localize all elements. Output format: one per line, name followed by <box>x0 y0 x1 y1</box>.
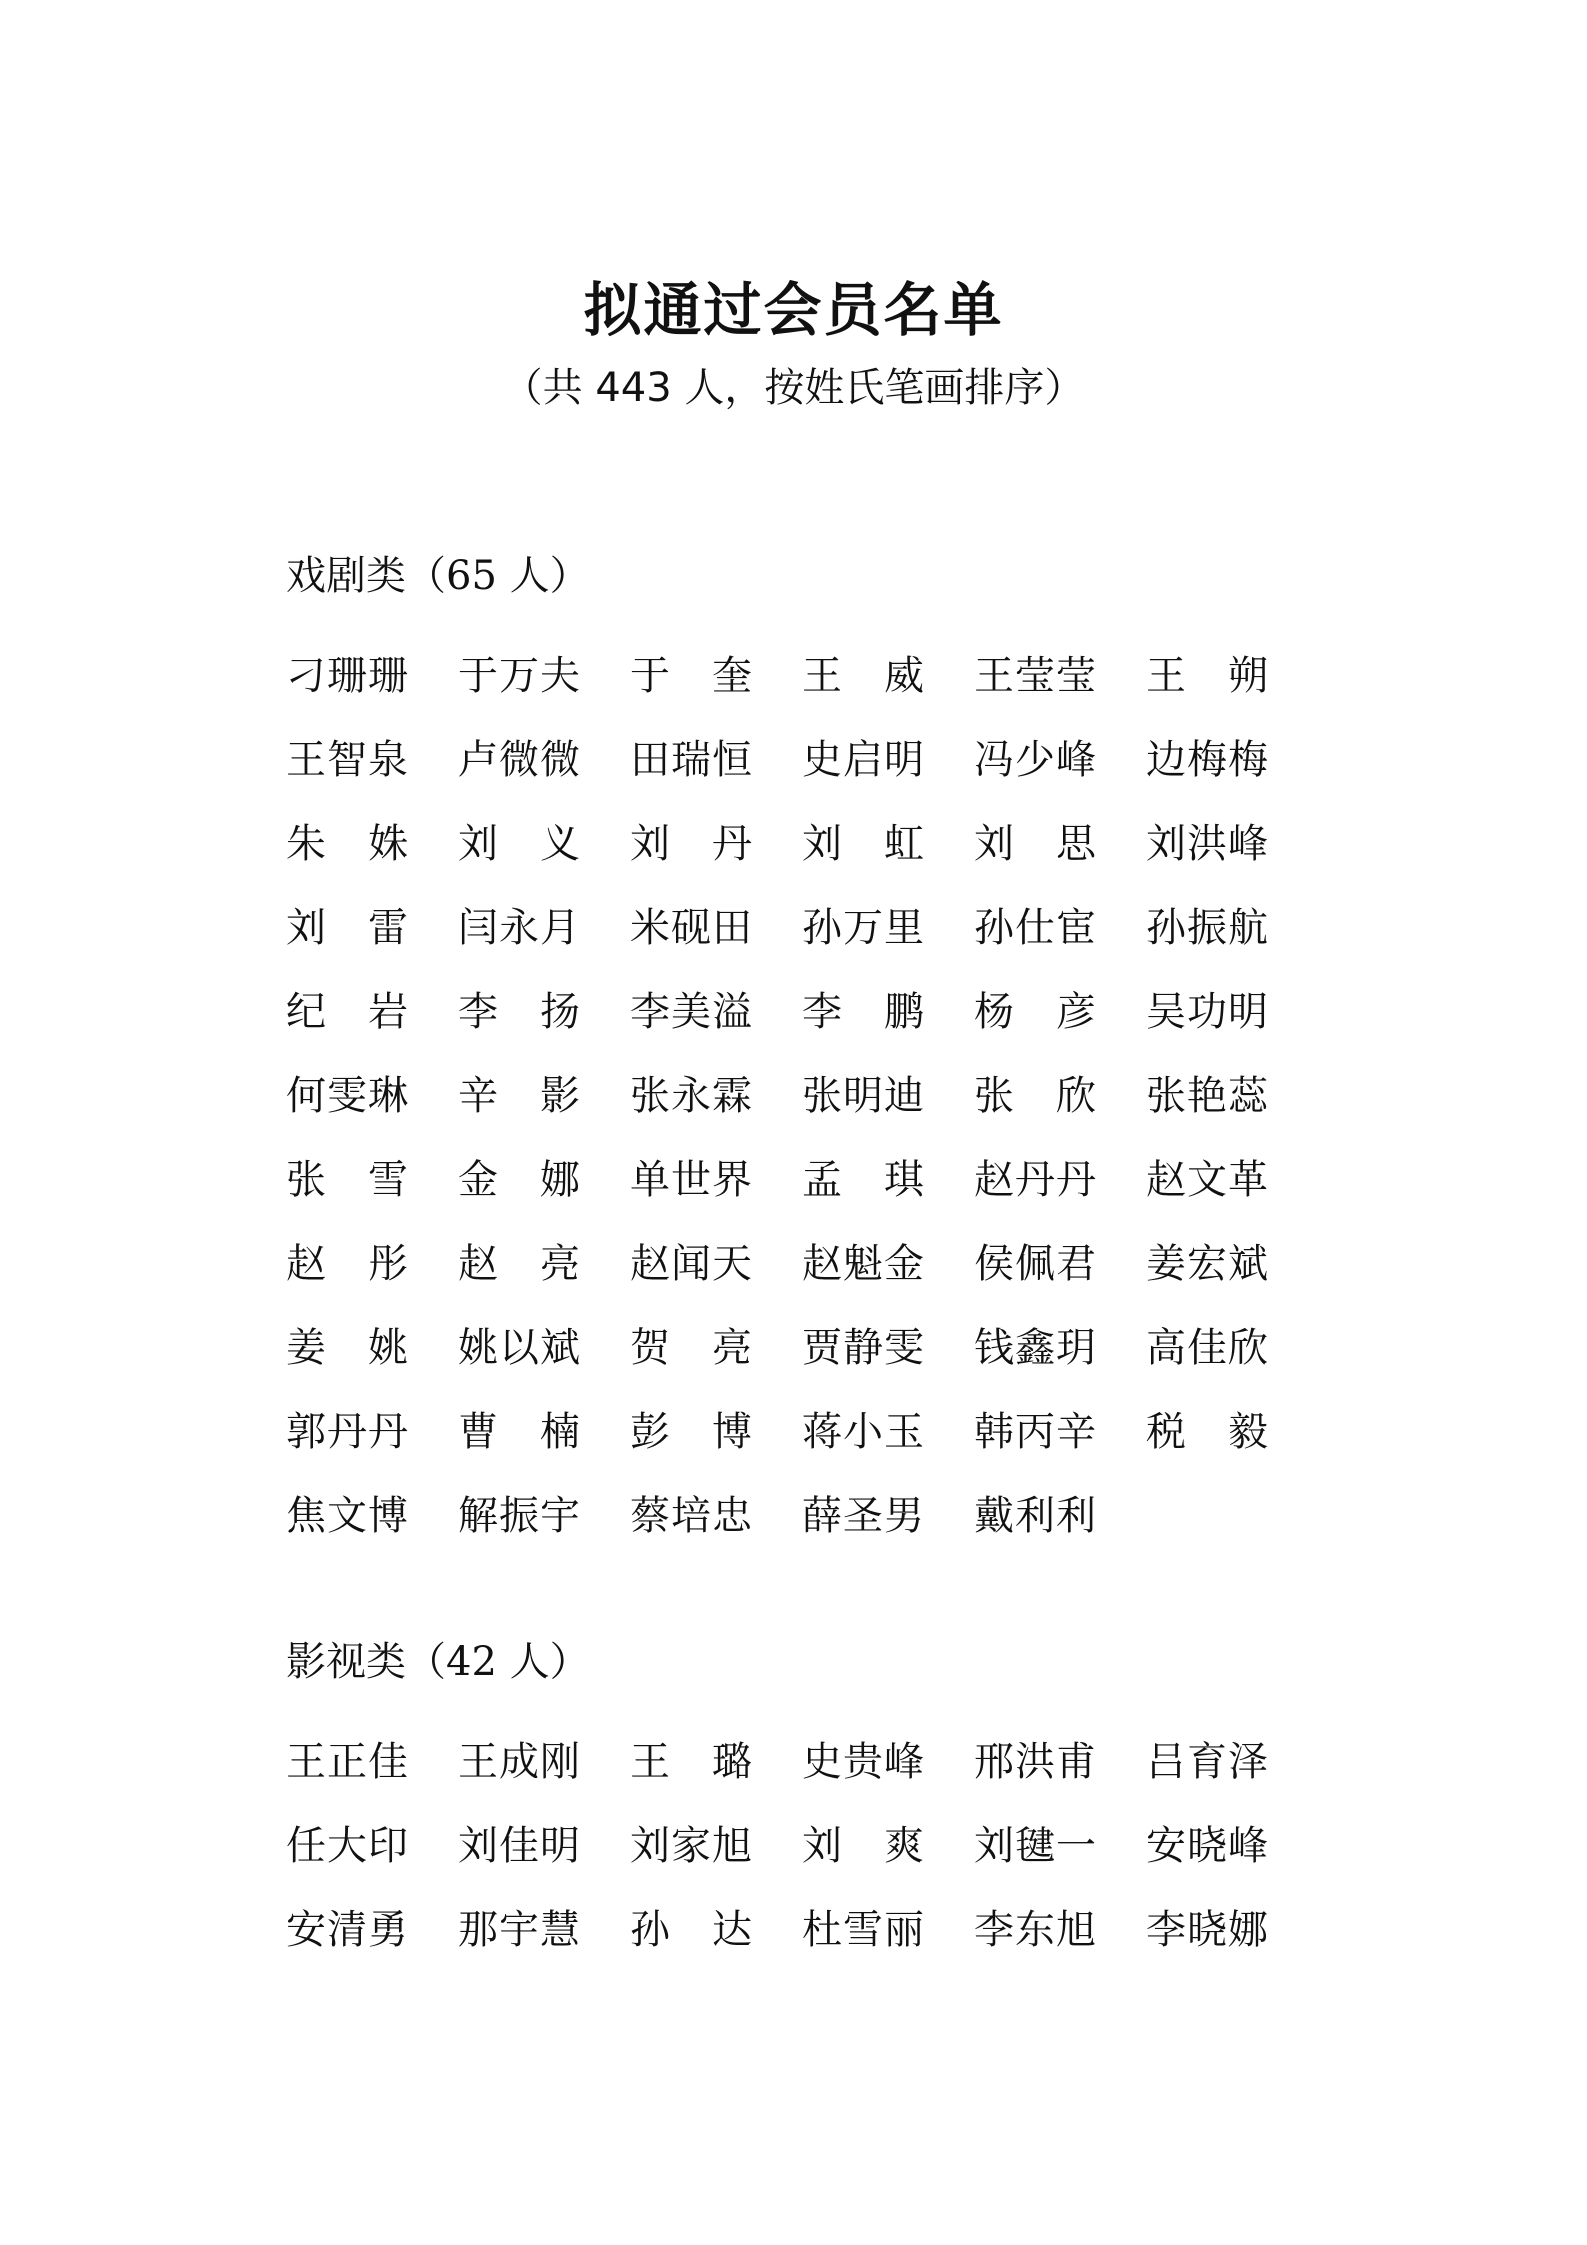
section-heading: 戏剧类（65 人） <box>286 553 590 599</box>
member-name: 刘 丹 <box>630 821 752 867</box>
document-subtitle: （共 443 人，按姓氏笔画排序） <box>502 365 1085 411</box>
member-name: 蒋 小 玉 <box>802 1409 924 1455</box>
member-name: 张 欣 <box>974 1073 1096 1119</box>
member-name: 刘 家 旭 <box>630 1823 752 1869</box>
member-name: 韩 丙 辛 <box>974 1409 1096 1455</box>
member-name: 张 永 霖 <box>630 1073 752 1119</box>
member-name: 焦 文 博 <box>286 1493 408 1539</box>
member-name: 史 贵 峰 <box>802 1739 924 1785</box>
member-name: 刘 爽 <box>802 1823 924 1869</box>
member-name: 蔡 培 忠 <box>630 1493 752 1539</box>
member-name: 田 瑞 恒 <box>630 737 752 783</box>
member-name: 刘 虹 <box>802 821 924 867</box>
member-name: 彭 博 <box>630 1409 752 1455</box>
member-name: 郭 丹 丹 <box>286 1409 408 1455</box>
member-name: 何 雯 琳 <box>286 1073 408 1119</box>
member-name: 安 晓 峰 <box>1146 1823 1268 1869</box>
member-name: 赵 亮 <box>458 1241 580 1287</box>
member-name: 安 清 勇 <box>286 1907 408 1953</box>
member-name: 边 梅 梅 <box>1146 737 1268 783</box>
member-name: 李 鹏 <box>802 989 924 1035</box>
member-name: 侯 佩 君 <box>974 1241 1096 1287</box>
member-name: 李 东 旭 <box>974 1907 1096 1953</box>
member-name: 闫 永 月 <box>458 905 580 951</box>
member-name: 刘 毽 一 <box>974 1823 1096 1869</box>
member-name: 于 万 夫 <box>458 653 580 699</box>
member-name: 冯 少 峰 <box>974 737 1096 783</box>
member-name: 李 美 溢 <box>630 989 752 1035</box>
member-name: 李 扬 <box>458 989 580 1035</box>
member-name: 赵 魁 金 <box>802 1241 924 1287</box>
section-drama <box>286 540 1318 1558</box>
section-heading: 影视类（42 人） <box>286 1639 590 1685</box>
member-name: 孙 万 里 <box>802 905 924 951</box>
document-title: 拟通过会员名单 <box>583 276 1004 344</box>
member-name: 赵 文 革 <box>1146 1157 1268 1203</box>
member-name: 刘 思 <box>974 821 1096 867</box>
member-name: 朱 姝 <box>286 821 408 867</box>
member-name: 张 雪 <box>286 1157 408 1203</box>
member-name: 解 振 宇 <box>458 1493 580 1539</box>
member-name: 孙 振 航 <box>1146 905 1268 951</box>
member-name: 吕 育 泽 <box>1146 1739 1268 1785</box>
member-name: 杨 彦 <box>974 989 1096 1035</box>
member-name: 任 大 印 <box>286 1823 408 1869</box>
member-name: 税 毅 <box>1146 1409 1268 1455</box>
member-name: 姚 以 斌 <box>458 1325 580 1371</box>
member-name: 刁 珊 珊 <box>286 653 408 699</box>
member-name: 刘 雷 <box>286 905 408 951</box>
member-name: 高 佳 欣 <box>1146 1325 1268 1371</box>
member-name: 王 正 佳 <box>286 1739 408 1785</box>
member-name: 单 世 界 <box>630 1157 752 1203</box>
member-name: 赵 闻 天 <box>630 1241 752 1287</box>
member-name: 王 成 刚 <box>458 1739 580 1785</box>
member-name: 史 启 明 <box>802 737 924 783</box>
member-name: 纪 岩 <box>286 989 408 1035</box>
member-name: 刘 洪 峰 <box>1146 821 1268 867</box>
member-name: 王 朔 <box>1146 653 1268 699</box>
member-name: 王 莹 莹 <box>974 653 1096 699</box>
name-grid <box>286 1720 1318 1972</box>
member-name: 王 智 泉 <box>286 737 408 783</box>
member-name: 吴 功 明 <box>1146 989 1268 1035</box>
member-name: 姜 宏 斌 <box>1146 1241 1268 1287</box>
member-name: 贺 亮 <box>630 1325 752 1371</box>
member-name: 王 璐 <box>630 1739 752 1785</box>
member-name: 刘 佳 明 <box>458 1823 580 1869</box>
member-name: 于 奎 <box>630 653 752 699</box>
member-name: 米 砚 田 <box>630 905 752 951</box>
member-name: 孙 仕 宦 <box>974 905 1096 951</box>
member-name: 邢 洪 甫 <box>974 1739 1096 1785</box>
member-name: 戴 利 利 <box>974 1493 1096 1539</box>
member-name: 赵 彤 <box>286 1241 408 1287</box>
member-name: 贾 静 雯 <box>802 1325 924 1371</box>
member-name: 姜 姚 <box>286 1325 408 1371</box>
member-name: 王 威 <box>802 653 924 699</box>
member-name: 张 明 迪 <box>802 1073 924 1119</box>
member-name: 孟 琪 <box>802 1157 924 1203</box>
member-name: 辛 影 <box>458 1073 580 1119</box>
name-grid <box>286 634 1318 1558</box>
member-name: 李 晓 娜 <box>1146 1907 1268 1953</box>
member-name: 金 娜 <box>458 1157 580 1203</box>
member-name: 钱 鑫 玥 <box>974 1325 1096 1371</box>
member-name: 赵 丹 丹 <box>974 1157 1096 1203</box>
member-name: 孙 达 <box>630 1907 752 1953</box>
member-name: 杜 雪 丽 <box>802 1907 924 1953</box>
section-film-tv <box>286 1626 1318 1972</box>
member-name: 薛 圣 男 <box>802 1493 924 1539</box>
member-name: 那 宇 慧 <box>458 1907 580 1953</box>
member-name: 刘 义 <box>458 821 580 867</box>
member-name: 卢 微 微 <box>458 737 580 783</box>
member-name: 张 艳 蕊 <box>1146 1073 1268 1119</box>
member-name: 曹 楠 <box>458 1409 580 1455</box>
